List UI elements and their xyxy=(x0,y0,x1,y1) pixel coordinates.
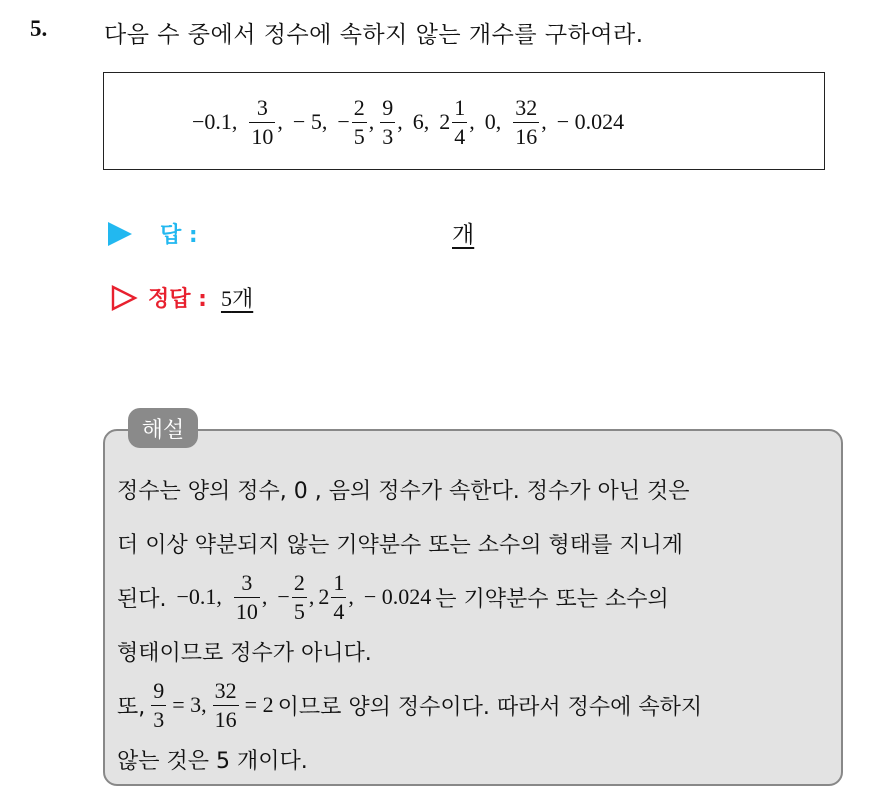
number-item: − 0.024 xyxy=(556,109,625,134)
number-item: 0, xyxy=(484,109,502,134)
answer-blank[interactable]: 개 xyxy=(452,222,475,248)
fraction-numerator: 3 xyxy=(241,570,253,596)
fraction-item xyxy=(292,571,307,622)
fraction-numerator: 32 xyxy=(515,95,538,121)
explanation-sentence: 더 이상 약분되지 않는 기약분수 또는 소수의 형태를 지니게 xyxy=(117,532,683,558)
fraction-numerator: 1 xyxy=(454,95,466,121)
question-text: 다음 수 중에서 정수에 속하지 않는 개수를 구하여라. xyxy=(104,22,644,48)
explanation-line xyxy=(117,732,829,786)
minus-sign: − xyxy=(277,584,290,609)
fraction-item xyxy=(380,96,395,147)
separator: , xyxy=(261,584,268,609)
fraction-numerator: 9 xyxy=(382,95,394,121)
explanation-sentence: 또, xyxy=(117,694,146,720)
fraction-numerator: 2 xyxy=(353,95,365,121)
mixed-number-whole: 2 xyxy=(318,584,330,609)
explanation-line xyxy=(117,516,829,570)
explanation-line xyxy=(117,624,829,678)
numbers-list xyxy=(192,89,624,155)
fraction-denominator: 5 xyxy=(293,598,305,624)
explanation-sentence: 형태이므로 정수가 아니다. xyxy=(117,640,372,666)
fraction-item xyxy=(452,96,467,147)
correct-answer-unit: 개 xyxy=(231,287,254,312)
fraction-denominator: 10 xyxy=(235,598,258,624)
number-item: − 5, xyxy=(292,109,328,134)
question-number: 5. xyxy=(30,16,48,41)
explanation-sentence: 이므로 양의 정수이다. 따라서 정수에 속하지 xyxy=(277,694,703,720)
fraction-item xyxy=(151,679,166,730)
play-triangle-icon xyxy=(108,222,132,246)
number-item: −0.1, xyxy=(176,584,222,609)
correct-answer-label: 정답 : xyxy=(148,287,207,312)
fraction-denominator: 3 xyxy=(382,123,394,149)
fraction-item xyxy=(213,679,239,730)
fraction-denominator: 4 xyxy=(333,598,345,624)
equation-part: = 2 xyxy=(244,692,274,717)
fraction-denominator: 10 xyxy=(251,123,274,149)
separator: , xyxy=(277,109,283,134)
explanation-line xyxy=(117,678,829,732)
separator: , xyxy=(397,109,403,134)
fraction-item xyxy=(331,571,346,622)
fraction-numerator: 2 xyxy=(293,570,305,596)
correct-answer-row xyxy=(110,282,253,313)
explanation-line xyxy=(117,462,829,516)
numbers-box xyxy=(103,72,825,170)
fraction-denominator: 16 xyxy=(214,706,237,732)
explanation-math xyxy=(177,571,432,622)
explanation-sentence: 않는 것은 5 개이다. xyxy=(117,748,308,774)
equation-part: = 3, xyxy=(172,692,207,717)
separator: , xyxy=(469,109,475,134)
fraction-denominator: 5 xyxy=(353,123,365,149)
fraction-numerator: 3 xyxy=(256,95,268,121)
fraction-item xyxy=(352,96,367,147)
separator: , xyxy=(348,584,354,609)
answer-row xyxy=(108,218,198,249)
explanation-line xyxy=(117,570,829,624)
separator: , xyxy=(308,584,315,609)
answer-label: 답 : xyxy=(160,223,198,248)
fraction-numerator: 1 xyxy=(333,570,345,596)
fraction-item xyxy=(234,571,260,622)
separator: , xyxy=(541,109,547,134)
fraction-numerator: 32 xyxy=(214,678,237,704)
explanation-sentence: 된다. xyxy=(117,586,167,612)
number-item: −0.1, xyxy=(192,109,238,134)
minus-sign: − xyxy=(337,109,350,134)
fraction-numerator: 9 xyxy=(153,678,165,704)
fraction-item xyxy=(249,96,275,147)
explanation-math xyxy=(149,679,273,730)
correct-answer-value xyxy=(221,282,253,313)
mixed-number-whole: 2 xyxy=(439,109,451,134)
explanation-tag: 해설 xyxy=(128,408,198,448)
fraction-denominator: 4 xyxy=(454,123,466,149)
separator: , xyxy=(368,109,375,134)
explanation-sentence: 는 기약분수 또는 소수의 xyxy=(435,586,669,612)
outline-triangle-icon xyxy=(110,284,138,312)
fraction-denominator: 3 xyxy=(153,706,165,732)
number-item: − 0.024 xyxy=(363,584,432,609)
fraction-item xyxy=(513,96,539,147)
correct-answer-number: 5 xyxy=(220,286,232,311)
number-item: 6, xyxy=(412,109,430,134)
explanation-text xyxy=(117,462,829,786)
fraction-denominator: 16 xyxy=(515,123,538,149)
explanation-sentence: 정수는 양의 정수, 0 , 음의 정수가 속한다. 정수가 아닌 것은 xyxy=(117,478,690,504)
